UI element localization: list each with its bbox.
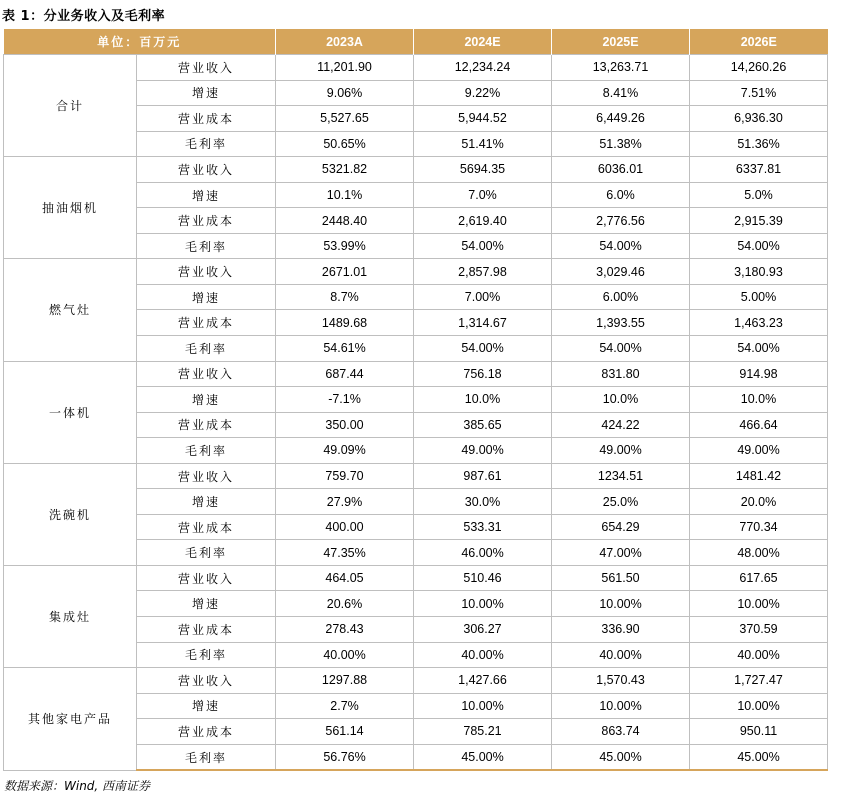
value-cell: 278.43 xyxy=(276,617,414,643)
value-cell: 30.0% xyxy=(414,489,552,515)
value-cell: 14,260.26 xyxy=(690,55,828,81)
value-cell: 385.65 xyxy=(414,412,552,438)
value-cell: 46.00% xyxy=(414,540,552,566)
metric-label: 营业成本 xyxy=(137,719,276,745)
metric-label: 营业收入 xyxy=(137,361,276,387)
value-cell: 11,201.90 xyxy=(276,55,414,81)
value-cell: 27.9% xyxy=(276,489,414,515)
value-cell: 400.00 xyxy=(276,514,414,540)
value-cell: 687.44 xyxy=(276,361,414,387)
metric-label: 毛利率 xyxy=(137,233,276,259)
value-cell: 533.31 xyxy=(414,514,552,540)
value-cell: 49.00% xyxy=(414,438,552,464)
metric-label: 营业成本 xyxy=(137,310,276,336)
value-cell: 50.65% xyxy=(276,131,414,157)
table-title: 表 1：分业务收入及毛利率 xyxy=(2,9,166,24)
segment-name: 其他家电产品 xyxy=(4,668,137,771)
value-cell: 2,915.39 xyxy=(690,208,828,234)
value-cell: 6,449.26 xyxy=(552,106,690,132)
value-cell: 54.00% xyxy=(690,336,828,362)
metric-label: 增速 xyxy=(137,693,276,719)
value-cell: 617.65 xyxy=(690,565,828,591)
table-row xyxy=(4,463,828,489)
metric-label: 营业成本 xyxy=(137,106,276,132)
value-cell: -7.1% xyxy=(276,387,414,413)
metric-label: 增速 xyxy=(137,80,276,106)
value-cell: 51.41% xyxy=(414,131,552,157)
value-cell: 40.00% xyxy=(690,642,828,668)
table-header-row xyxy=(4,29,828,55)
value-cell: 9.22% xyxy=(414,80,552,106)
value-cell: 20.0% xyxy=(690,489,828,515)
value-cell: 5694.35 xyxy=(414,157,552,183)
segment-name: 合计 xyxy=(4,55,137,157)
value-cell: 45.00% xyxy=(414,744,552,770)
value-cell: 756.18 xyxy=(414,361,552,387)
value-cell: 10.00% xyxy=(690,693,828,719)
value-cell: 2448.40 xyxy=(276,208,414,234)
metric-label: 营业成本 xyxy=(137,208,276,234)
metric-label: 营业成本 xyxy=(137,412,276,438)
value-cell: 7.0% xyxy=(414,182,552,208)
value-cell: 350.00 xyxy=(276,412,414,438)
value-cell: 759.70 xyxy=(276,463,414,489)
table-row xyxy=(4,55,828,81)
value-cell: 561.14 xyxy=(276,719,414,745)
value-cell: 51.38% xyxy=(552,131,690,157)
metric-label: 增速 xyxy=(137,591,276,617)
value-cell: 2671.01 xyxy=(276,259,414,285)
value-cell: 20.6% xyxy=(276,591,414,617)
business-revenue-table xyxy=(3,29,828,771)
year-header: 2025E xyxy=(552,29,690,55)
metric-label: 营业收入 xyxy=(137,463,276,489)
value-cell: 2,857.98 xyxy=(414,259,552,285)
table-row xyxy=(4,565,828,591)
metric-label: 毛利率 xyxy=(137,744,276,770)
value-cell: 10.00% xyxy=(414,693,552,719)
metric-label: 营业成本 xyxy=(137,514,276,540)
metric-label: 增速 xyxy=(137,284,276,310)
value-cell: 1,314.67 xyxy=(414,310,552,336)
metric-label: 营业收入 xyxy=(137,565,276,591)
value-cell: 8.7% xyxy=(276,284,414,310)
value-cell: 45.00% xyxy=(552,744,690,770)
metric-label: 毛利率 xyxy=(137,336,276,362)
value-cell: 5.00% xyxy=(690,284,828,310)
value-cell: 10.0% xyxy=(552,387,690,413)
value-cell: 464.05 xyxy=(276,565,414,591)
value-cell: 49.09% xyxy=(276,438,414,464)
value-cell: 6337.81 xyxy=(690,157,828,183)
metric-label: 营业收入 xyxy=(137,259,276,285)
metric-label: 毛利率 xyxy=(137,131,276,157)
segment-name: 抽油烟机 xyxy=(4,157,137,259)
value-cell: 6036.01 xyxy=(552,157,690,183)
value-cell: 6.00% xyxy=(552,284,690,310)
value-cell: 47.35% xyxy=(276,540,414,566)
year-header: 2024E xyxy=(414,29,552,55)
metric-label: 增速 xyxy=(137,489,276,515)
metric-label: 毛利率 xyxy=(137,642,276,668)
value-cell: 863.74 xyxy=(552,719,690,745)
metric-label: 毛利率 xyxy=(137,540,276,566)
value-cell: 5,944.52 xyxy=(414,106,552,132)
value-cell: 10.0% xyxy=(414,387,552,413)
value-cell: 45.00% xyxy=(690,744,828,770)
value-cell: 48.00% xyxy=(690,540,828,566)
value-cell: 47.00% xyxy=(552,540,690,566)
value-cell: 1,727.47 xyxy=(690,668,828,694)
value-cell: 49.00% xyxy=(552,438,690,464)
metric-label: 增速 xyxy=(137,182,276,208)
value-cell: 770.34 xyxy=(690,514,828,540)
table-row xyxy=(4,361,828,387)
value-cell: 5321.82 xyxy=(276,157,414,183)
value-cell: 1,570.43 xyxy=(552,668,690,694)
metric-label: 营业收入 xyxy=(137,157,276,183)
metric-label: 营业收入 xyxy=(137,55,276,81)
value-cell: 40.00% xyxy=(276,642,414,668)
value-cell: 510.46 xyxy=(414,565,552,591)
value-cell: 6.0% xyxy=(552,182,690,208)
metric-label: 营业成本 xyxy=(137,617,276,643)
table-row xyxy=(4,157,828,183)
value-cell: 5,527.65 xyxy=(276,106,414,132)
value-cell: 914.98 xyxy=(690,361,828,387)
value-cell: 424.22 xyxy=(552,412,690,438)
value-cell: 785.21 xyxy=(414,719,552,745)
value-cell: 6,936.30 xyxy=(690,106,828,132)
value-cell: 56.76% xyxy=(276,744,414,770)
value-cell: 2,776.56 xyxy=(552,208,690,234)
value-cell: 466.64 xyxy=(690,412,828,438)
value-cell: 8.41% xyxy=(552,80,690,106)
value-cell: 336.90 xyxy=(552,617,690,643)
value-cell: 1481.42 xyxy=(690,463,828,489)
value-cell: 3,180.93 xyxy=(690,259,828,285)
value-cell: 10.1% xyxy=(276,182,414,208)
value-cell: 51.36% xyxy=(690,131,828,157)
unit-header: 单位：百万元 xyxy=(4,29,276,55)
value-cell: 7.51% xyxy=(690,80,828,106)
value-cell: 40.00% xyxy=(414,642,552,668)
value-cell: 10.0% xyxy=(690,387,828,413)
segment-name: 集成灶 xyxy=(4,565,137,667)
value-cell: 1297.88 xyxy=(276,668,414,694)
value-cell: 54.61% xyxy=(276,336,414,362)
value-cell: 7.00% xyxy=(414,284,552,310)
value-cell: 53.99% xyxy=(276,233,414,259)
value-cell: 10.00% xyxy=(552,693,690,719)
value-cell: 1,393.55 xyxy=(552,310,690,336)
year-header: 2023A xyxy=(276,29,414,55)
table-row xyxy=(4,668,828,694)
value-cell: 306.27 xyxy=(414,617,552,643)
value-cell: 10.00% xyxy=(690,591,828,617)
value-cell: 54.00% xyxy=(552,233,690,259)
value-cell: 2.7% xyxy=(276,693,414,719)
value-cell: 5.0% xyxy=(690,182,828,208)
value-cell: 40.00% xyxy=(552,642,690,668)
metric-label: 毛利率 xyxy=(137,438,276,464)
table-body xyxy=(4,55,828,771)
value-cell: 3,029.46 xyxy=(552,259,690,285)
value-cell: 950.11 xyxy=(690,719,828,745)
value-cell: 13,263.71 xyxy=(552,55,690,81)
value-cell: 54.00% xyxy=(552,336,690,362)
value-cell: 1,427.66 xyxy=(414,668,552,694)
value-cell: 54.00% xyxy=(690,233,828,259)
data-source: 数据来源：Wind, 西南证券 xyxy=(4,779,151,793)
value-cell: 2,619.40 xyxy=(414,208,552,234)
value-cell: 987.61 xyxy=(414,463,552,489)
value-cell: 831.80 xyxy=(552,361,690,387)
value-cell: 1234.51 xyxy=(552,463,690,489)
metric-label: 增速 xyxy=(137,387,276,413)
value-cell: 9.06% xyxy=(276,80,414,106)
value-cell: 1,463.23 xyxy=(690,310,828,336)
value-cell: 54.00% xyxy=(414,336,552,362)
value-cell: 10.00% xyxy=(414,591,552,617)
value-cell: 54.00% xyxy=(414,233,552,259)
value-cell: 10.00% xyxy=(552,591,690,617)
value-cell: 49.00% xyxy=(690,438,828,464)
segment-name: 一体机 xyxy=(4,361,137,463)
value-cell: 561.50 xyxy=(552,565,690,591)
segment-name: 洗碗机 xyxy=(4,463,137,565)
table-row xyxy=(4,259,828,285)
year-header: 2026E xyxy=(690,29,828,55)
value-cell: 25.0% xyxy=(552,489,690,515)
value-cell: 12,234.24 xyxy=(414,55,552,81)
value-cell: 1489.68 xyxy=(276,310,414,336)
segment-name: 燃气灶 xyxy=(4,259,137,361)
value-cell: 654.29 xyxy=(552,514,690,540)
metric-label: 营业收入 xyxy=(137,668,276,694)
value-cell: 370.59 xyxy=(690,617,828,643)
